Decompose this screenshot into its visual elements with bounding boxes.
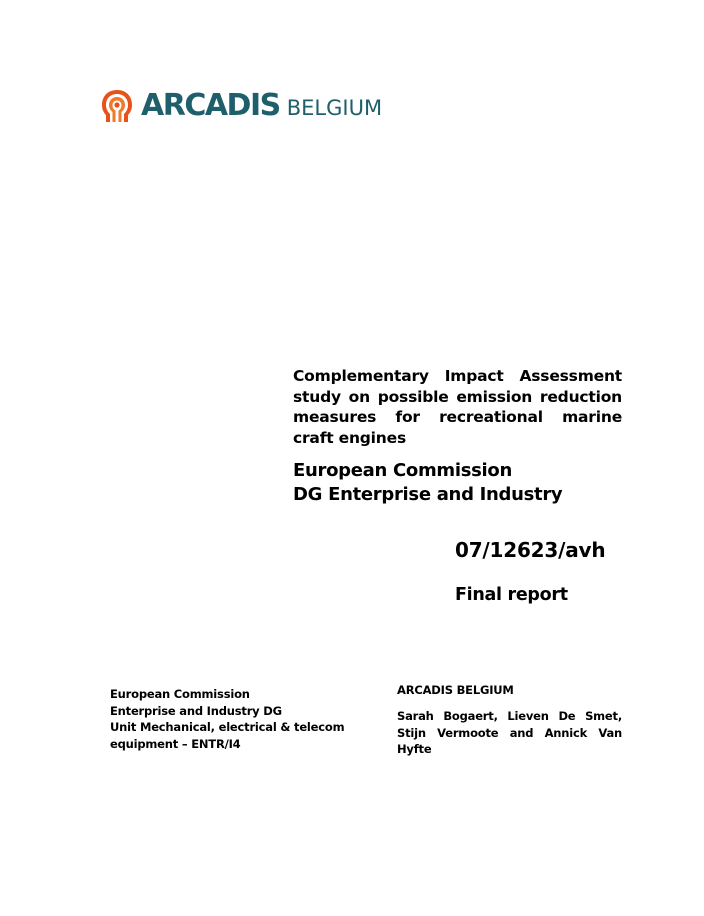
authors-names: Sarah Bogaert, Lieven De Smet, Stijn Vermoote and Annick Van Hyfte	[397, 709, 622, 756]
client-address	[110, 686, 344, 752]
client-address-line: Unit Mechanical, electrical & telecom	[110, 720, 345, 734]
reference-number: 07/12623/avh	[455, 538, 606, 562]
client-address-line: Enterprise and Industry DG	[110, 703, 282, 718]
study-title: Complementary Impact Assessment study on possible emission reduction measures for recreational marine craft engines	[293, 367, 622, 447]
authors-block	[397, 682, 622, 758]
client-line-1: European Commission	[293, 460, 513, 481]
client-address-line: equipment – ENTR/I4	[110, 736, 241, 751]
arcadis-logo	[99, 86, 382, 126]
logo-brand-text: ARCADIS	[141, 88, 280, 123]
report-type: Final report	[455, 585, 568, 605]
client-address-line: European Commission	[110, 687, 250, 701]
authors-organisation: ARCADIS BELGIUM	[397, 683, 514, 697]
client-line-2: DG Enterprise and Industry	[293, 484, 563, 505]
client-heading	[293, 459, 562, 507]
arcadis-logo-icon	[99, 88, 135, 124]
logo-sub-text: BELGIUM	[286, 96, 383, 120]
